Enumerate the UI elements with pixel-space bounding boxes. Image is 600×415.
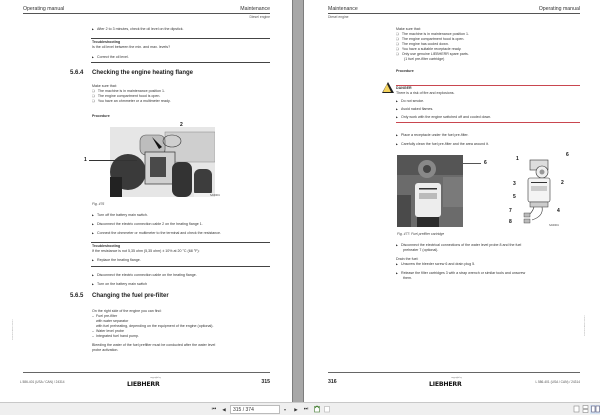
previous-view-icon[interactable] [312,405,321,414]
step: ▶ Turn on the battery main switch [92,282,147,287]
paragraph: probe activation. [92,348,119,352]
side-reference: L586-401/B2/01/2014/1 [584,315,586,336]
divider [91,242,270,243]
page-gutter [292,0,304,402]
next-page-icon[interactable]: ▶ [294,407,298,412]
previous-page-icon[interactable]: ◀ [222,407,226,412]
step: ▶ Connect the ohmmeter or multimeter to the terminal and check the resistance. [92,231,221,236]
step: ▶ Release the filter cartridges 3 with a strap wrench or similar tools and unscrew [396,271,525,276]
list-item: – Water level probe [92,329,125,333]
step: ▶ After 2 to 3 minutes, check the oil level on the dipstick. [92,27,184,32]
step: ▶ Only work with the engine switched off and cooled down. [396,115,491,120]
step: ▶ Correct the oil level. [92,55,129,60]
section-number: 5.6.5 [70,293,84,299]
page-315 [0,0,292,402]
last-page-icon[interactable]: ⏭ [303,406,309,412]
footer-doc-id: L 586-401 (USA / CAN) / 24314 [20,380,65,384]
engine-heating-flange-figure [110,127,215,197]
callout-4: 4 [557,208,560,214]
step-continuation: preheater 7 (optional). [403,248,439,252]
divider [91,266,270,267]
header-right: Operating manual [538,6,580,12]
list-item: with fuel preheating, depending on the equipment of the engine (optional). [92,324,214,328]
figure-code: SA00001 [210,194,220,197]
first-page-icon[interactable]: ⏮ [211,406,217,412]
step: ▶ Place a receptacle under the fuel pre-filter. [396,133,469,138]
danger-text: There is a risk of fire and explosions. [396,91,455,95]
leader-line [89,160,137,161]
section-title: Checking the engine heating flange [92,70,194,76]
facing-pages-view-icon[interactable] [590,405,600,414]
subheader: Diesel engine [328,15,349,19]
danger-rule [396,122,580,123]
subheader: Diesel engine [249,15,270,19]
page-number: 316 [328,379,337,385]
callout-6: 6 [566,152,569,158]
troubleshooting-question: Is the oil level between the min. and max. levels? [92,45,171,49]
fuel-filter-photo [397,155,463,227]
footer-rule [328,372,580,373]
footer-doc-id: L 586-401 (USA / CAN) / 24314 [535,380,580,384]
section-title: Changing the fuel pre-filter [92,293,169,299]
check-item: ❑ Only use genuine LIEBHERR spare parts. [396,52,469,57]
callout-7: 7 [509,208,512,214]
callout-8: 8 [509,219,512,225]
header-rule [328,13,580,14]
check-item: ❑ The machine is in maintenance position 1. [396,32,469,37]
divider [91,62,270,63]
footer-copyright: copyright by [150,377,161,379]
check-item: ❑ The engine compartment hood is open. [92,94,160,99]
paragraph: On the right side of the engine you can find: [92,309,162,313]
paragraph: Bleeding the water of the fuel prefilter must be conducted after the water level [92,343,216,347]
callout-6-photo: 6 [484,160,487,166]
divider [91,38,270,39]
drain-label: Drain the fuel: [396,257,419,261]
procedure-label: Procedure [92,114,110,118]
procedure-label: Procedure [396,69,414,73]
check-item: ❑ You have an ohmmeter or a multimeter ready. [92,99,171,104]
callout-5: 5 [513,194,516,200]
step: ▶ Unscrew the bleeder screw 6 and drain plug 5. [396,262,475,267]
callout-2: 2 [180,122,183,128]
figure-caption: Fig. 477: Fuel prefilter cartridge [397,232,445,236]
callout-2: 2 [561,180,564,186]
danger-title: DANGER [396,86,412,90]
section-number: 5.6.4 [70,70,84,76]
troubleshooting-title: Troubleshooting [92,244,121,248]
next-view-icon[interactable] [322,405,331,414]
list-item: – Fuel pre-filter [92,314,118,318]
section-heading [70,293,169,299]
make-sure-label: Make sure that: [396,27,421,31]
continuous-view-icon[interactable] [581,405,589,414]
footer-copyright: copyright by [451,377,462,379]
fuel-filter-diagram [520,158,566,226]
make-sure-label: Make sure that: [92,84,117,88]
section-heading [70,70,193,76]
danger-rule [396,85,580,86]
navigation-toolbar [0,402,600,415]
step: ▶ Disconnect the electric connection cable on the heating flange. [92,273,197,278]
step: ▶ Replace the heating flange. [92,258,141,263]
liebherr-logo: LIEBHERR [127,381,160,388]
callout-1: 1 [516,156,519,162]
figure-code: SA00001 [549,224,559,227]
list-item: – Integrated fuel hand pump. [92,334,139,338]
page-number: 315 [261,379,270,385]
troubleshooting-question: If the resistance is not 5,35 ohm (5,35 ohm) ± 10% at 20 °C (68 °F): [92,249,200,253]
page-316 [304,0,600,402]
side-reference: L586-401/B2/01/2014/1 [12,319,14,340]
step: ▶ Turn off the battery main switch. [92,213,148,218]
header-left: Operating manual [23,6,65,12]
leader-line [463,163,481,164]
step: ▶ Disconnect the electric connection cable 2 on the heating flange 1. [92,222,203,227]
header-rule [23,13,270,14]
step: ▶ Do not smoke. [396,99,424,104]
single-page-view-icon[interactable] [572,405,580,414]
header-left: Maintenance [328,6,358,12]
step: ▶ Carefully clean the fuel pre-filter and the area around it. [396,142,489,147]
footer-rule [23,372,270,373]
chevron-down-icon[interactable]: ▾ [283,407,286,412]
check-item: ❑ You have a suitable receptacle ready. [396,47,461,52]
callout-3: 3 [513,181,516,187]
step: ▶ Disconnect the electrical connections of the water level probe 8 and the fuel [396,243,521,248]
check-item: ❑ The machine is in maintenance position 1. [92,89,165,94]
warning-icon: ! [382,82,394,93]
check-item: ❑ The engine has cooled down. [396,42,449,47]
page-number-input[interactable] [230,405,280,414]
check-item: ❑ The engine compartment hood is open. [396,37,464,42]
callout-1: 1 [84,157,87,163]
figure-caption: Fig. 476 [92,202,105,206]
step-continuation: them. [403,276,412,280]
header-right: Maintenance [240,6,270,12]
step: ▶ Avoid naked flames. [396,107,433,112]
troubleshooting-title: Troubleshooting [92,40,121,44]
list-item: with water separator [92,319,129,323]
check-item-note: (1 fuel pre-filter cartridge) [404,57,445,61]
liebherr-logo: LIEBHERR [429,381,462,388]
